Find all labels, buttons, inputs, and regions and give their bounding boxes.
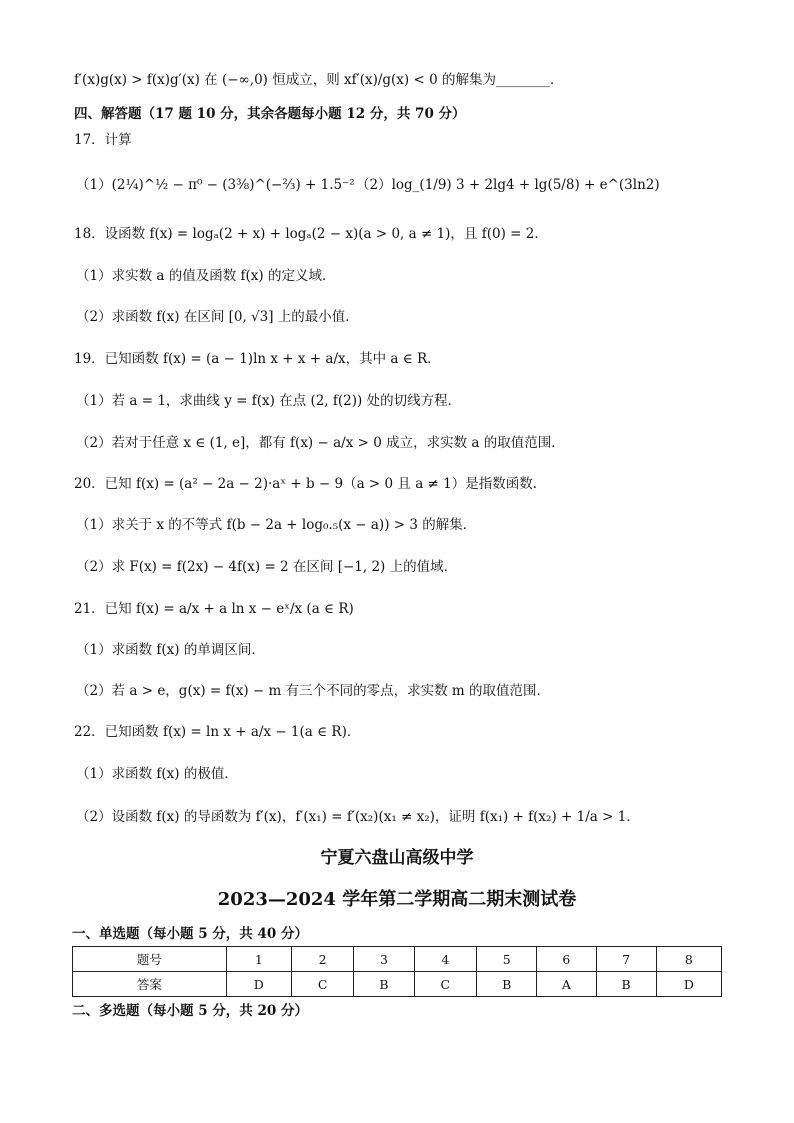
number-cell: 8 [656, 947, 721, 972]
school-name: 宁夏六盘山高级中学 [320, 848, 474, 868]
question-20-part-1: （1）求关于 x 的不等式 f(b − 2a + log₀.₅(x − a)) > 3 的解集． [76, 517, 477, 533]
question-22-part-1: （1）求函数 f(x) 的极值． [76, 766, 238, 782]
question-20-part-2: （2）求 F(x) = f(2x) − 4f(x) = 2 在区间 [−1, 2) 上的值域． [76, 559, 458, 575]
number-cell: 3 [354, 947, 414, 972]
answer-cell: D [226, 972, 291, 997]
number-cell: 2 [291, 947, 354, 972]
question-17-part-2: （2）log_(1/9) 3 + 2lg4 + lg(5/8) + e^(3ln2) [356, 177, 660, 193]
answer-cell: D [656, 972, 721, 997]
question-18-part-2: （2）求函数 f(x) 在区间 [0, √3] 上的最小值． [76, 309, 359, 325]
question-18: 18．设函数 f(x) = logₐ(2 + x) + logₐ(2 − x)(a > 0, a ≠ 1)，且 f(0) = 2． [74, 226, 548, 242]
number-cell: 1 [226, 947, 291, 972]
question-21: 21．已知 f(x) = a/x + a ln x − eˣ/x (a ∈ R) [74, 601, 354, 617]
answer-cell: C [414, 972, 477, 997]
question-22-part-2: （2）设函数 f(x) 的导函数为 f′(x)，f′(x₁) = f′(x₂)(x₁ ≠ x₂)，证明 f(x₁) + f(x₂) + 1/a > 1． [76, 809, 640, 825]
table-row-numbers [73, 947, 722, 972]
answer-cell: B [477, 972, 537, 997]
question-21-part-2: （2）若 a > e，g(x) = f(x) − m 有三个不同的零点，求实数 m 的取值范围． [76, 683, 551, 699]
header-label-cell: 题号 [73, 947, 227, 972]
answer-cell: C [291, 972, 354, 997]
question-17-part-1: （1）(2¼)^½ − π⁰ − (3⅜)^(−⅔) + 1.5⁻² [76, 177, 355, 193]
question-20: 20．已知 f(x) = (a² − 2a − 2)·aˣ + b − 9（a > 0 且 a ≠ 1）是指数函数． [74, 476, 547, 492]
number-cell: 4 [414, 947, 477, 972]
section-1-heading: 一、单选题（每小题 5 分，共 40 分） [72, 926, 308, 942]
answer-cell: A [537, 972, 596, 997]
exam-title: 2023—2024 学年第二学期高二期末测试卷 [217, 889, 577, 910]
section-2-heading: 二、多选题（每小题 5 分，共 20 分） [72, 1003, 308, 1019]
question-19-part-1: （1）若 a = 1，求曲线 y = f(x) 在点 (2, f(2)) 处的切线方程． [76, 393, 462, 409]
question-21-part-1: （1）求函数 f(x) 的单调区间． [76, 642, 265, 658]
question-19: 19．已知函数 f(x) = (a − 1)ln x + x + a/x，其中 a ∈ R． [74, 351, 441, 367]
answer-label-cell: 答案 [73, 972, 227, 997]
question-18-part-1: （1）求实数 a 的值及函数 f(x) 的定义域． [76, 268, 336, 284]
section-4-heading: 四、解答题（17 题 10 分，其余各题每小题 12 分，共 70 分） [74, 106, 466, 122]
number-cell: 5 [477, 947, 537, 972]
answer-table [72, 946, 722, 997]
question-19-part-2: （2）若对于任意 x ∈ (1, e]，都有 f(x) − a/x > 0 成立，求实数 a 的取值范围． [76, 435, 565, 451]
number-cell: 7 [596, 947, 656, 972]
table-row-answers [73, 972, 722, 997]
answer-cell: B [596, 972, 656, 997]
question-22: 22．已知函数 f(x) = ln x + a/x − 1(a ∈ R)． [74, 724, 361, 740]
question-17: 17．计算 [74, 132, 132, 148]
question-16-continuation: f′(x)g(x) > f(x)g′(x) 在 (−∞,0) 恒成立，则 xf′(x)/g(x) < 0 的解集为________． [74, 72, 564, 88]
answer-cell: B [354, 972, 414, 997]
number-cell: 6 [537, 947, 596, 972]
